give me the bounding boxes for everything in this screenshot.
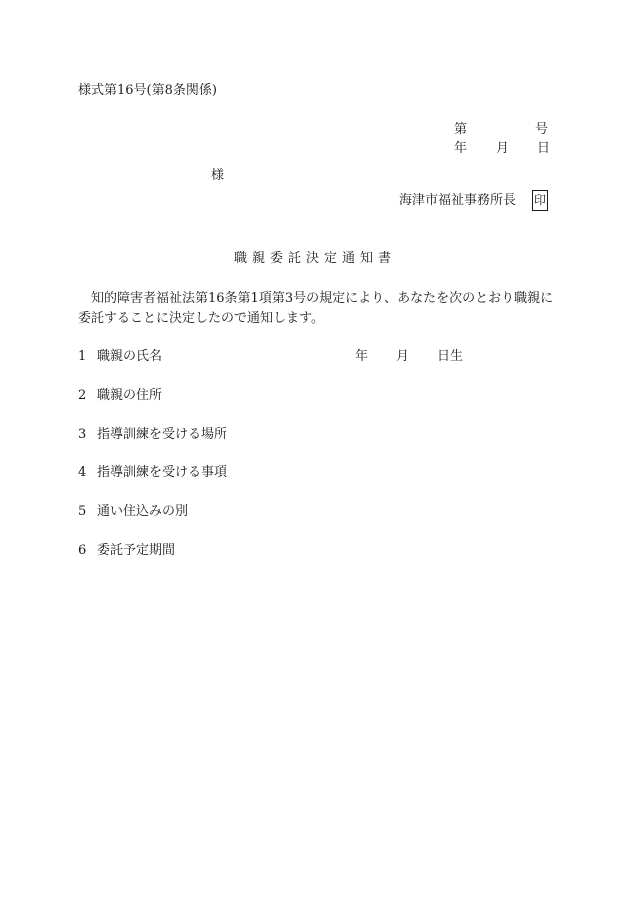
document-number-suffix: 号 bbox=[535, 122, 549, 137]
date-year-label: 年 bbox=[454, 141, 468, 156]
item-label: 通い住込みの別 bbox=[97, 504, 189, 519]
item-number: 2 bbox=[78, 388, 87, 403]
document-number-prefix: 第 bbox=[454, 122, 468, 137]
birth-month-label: 月 bbox=[396, 349, 410, 364]
item-number: 1 bbox=[78, 349, 87, 364]
document-title: 職親委託決定通知書 bbox=[233, 251, 396, 266]
item-label: 職親の氏名 bbox=[97, 349, 163, 364]
birth-year-label: 年 bbox=[355, 349, 369, 364]
item-number: 4 bbox=[78, 465, 87, 480]
item-label: 指導訓練を受ける場所 bbox=[97, 427, 228, 442]
form-number: 様式第16号(第8条関係) bbox=[78, 83, 217, 98]
item-number: 3 bbox=[78, 427, 87, 442]
date-day-label: 日 bbox=[537, 141, 551, 156]
item-label: 委託予定期間 bbox=[97, 543, 176, 558]
issuer-name: 海津市福祉事務所長 bbox=[399, 193, 517, 208]
item-label: 職親の住所 bbox=[97, 388, 163, 403]
item-label: 指導訓練を受ける事項 bbox=[97, 465, 228, 480]
addressee-honorific: 様 bbox=[211, 168, 225, 183]
item-number: 6 bbox=[78, 543, 87, 558]
seal-mark: 印 bbox=[532, 190, 548, 211]
birth-day-label: 日生 bbox=[437, 349, 464, 364]
body-paragraph: 知的障害者福祉法第16条第1項第3号の規定により、あなたを次のとおり職親に委託することに決定したので通知します。 bbox=[78, 291, 554, 326]
item-number: 5 bbox=[78, 504, 87, 519]
date-month-label: 月 bbox=[496, 141, 510, 156]
